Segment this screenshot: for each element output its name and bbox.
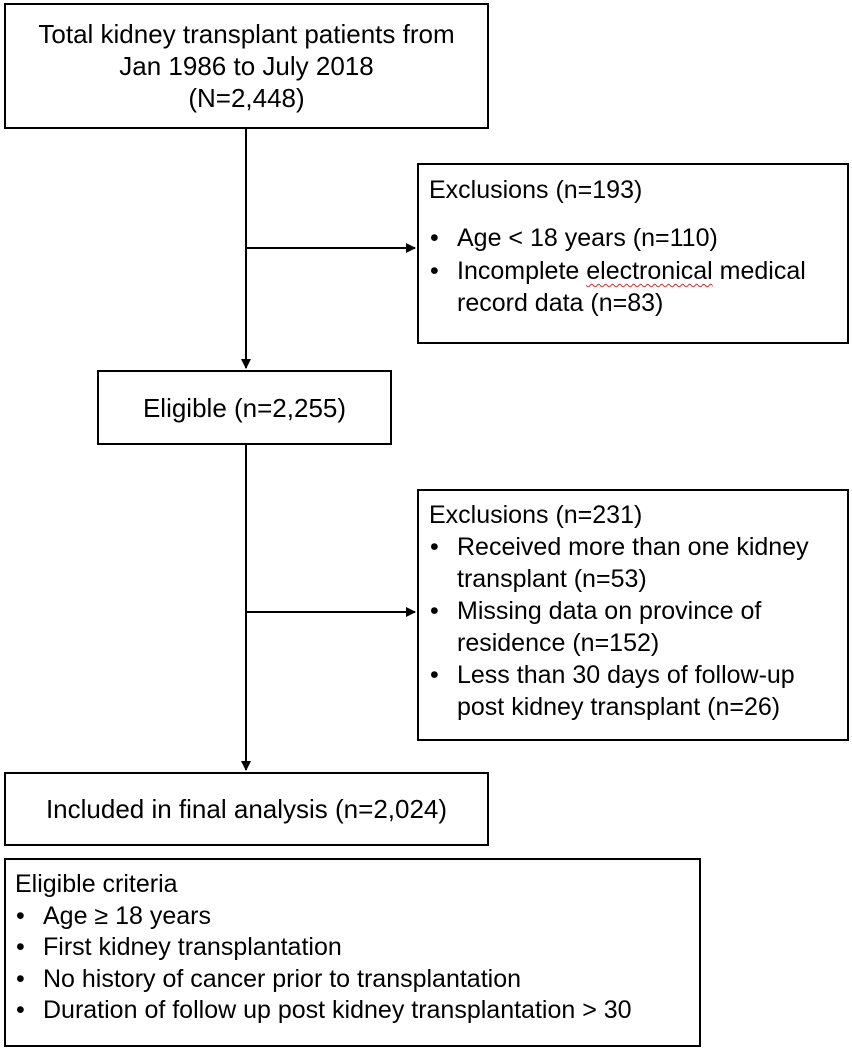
total-patients-box [4,3,489,129]
total-patients-line-2: Jan 1986 to July 2018 [119,51,374,81]
eligible-label: Eligible (n=2,255) [142,392,347,423]
exclusions-2-item: • Received more than one kidney transplant (n=53) [429,531,847,595]
exclusions-2-title: Exclusions (n=231) [429,501,643,529]
eligible-criteria-box [4,858,701,1047]
exclusions-2-item: • Missing data on province of residence (n=152) [429,595,847,659]
exclusions-2-item: • Less than 30 days of follow-up post kidney transplant (n=26) [429,659,847,723]
exclusions-box-1 [417,163,849,344]
exclusions-2-list [429,531,847,723]
exclusions-1-title: Exclusions (n=193) [429,176,643,204]
exclusions-box-2 [417,489,849,741]
spellcheck-flagged-word: electronical [586,257,713,285]
criteria-item: • Duration of follow up post kidney transplantation > 30 [15,995,699,1027]
exclusions-1-item: • Age < 18 years (n=110) [429,222,847,254]
exclusions-1-list [429,222,847,319]
final-analysis-label: Included in final analysis (n=2,024) [45,794,448,824]
exclusions-1-item-2-after: medical record data (n=83) [457,257,806,317]
criteria-item: • No history of cancer prior to transplantation [15,964,699,996]
total-patients-count: (N=2,448) [188,83,305,113]
exclusions-1-item [429,255,847,319]
eligible-box [97,370,392,445]
total-patients-line-1: Total kidney transplant patients from [38,19,455,49]
final-analysis-box [4,772,489,846]
criteria-list [15,901,699,1027]
criteria-item: • First kidney transplantation [15,932,699,964]
exclusions-1-item-2-before: Incomplete [457,257,587,285]
criteria-item: • Age ≥ 18 years [15,901,699,933]
criteria-title: Eligible criteria [15,870,178,898]
